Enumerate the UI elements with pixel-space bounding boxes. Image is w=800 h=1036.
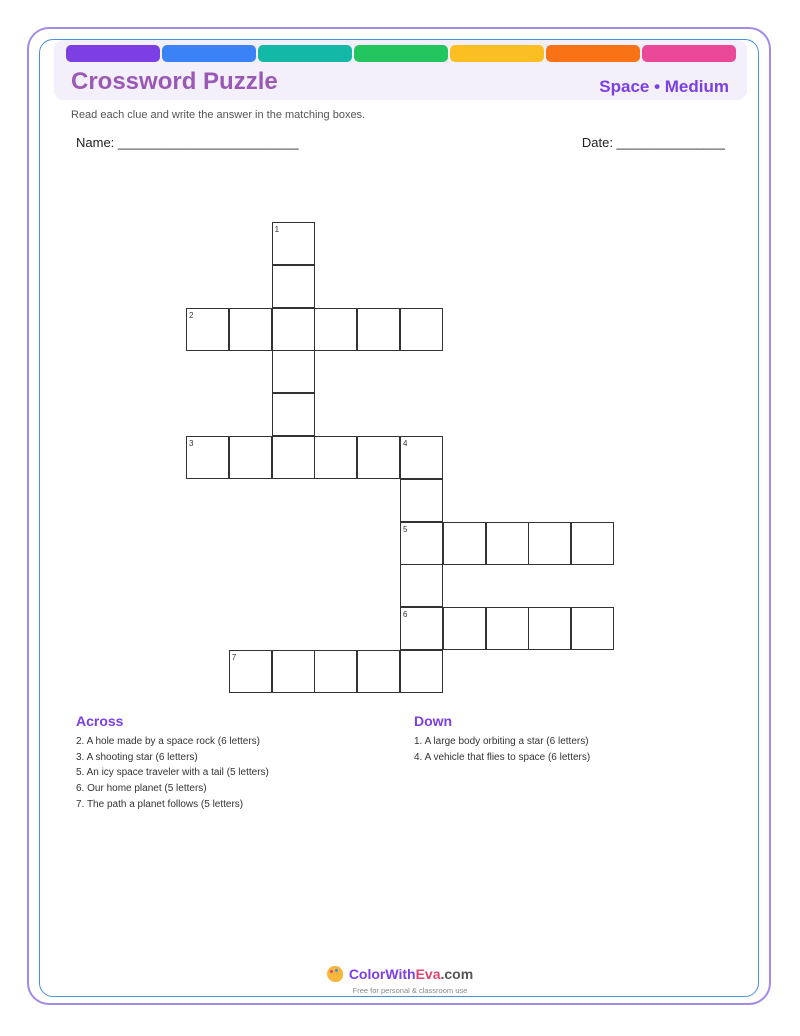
across-heading: Across [76, 713, 124, 729]
grid-cell[interactable] [528, 522, 571, 565]
grid-cell[interactable] [272, 436, 315, 479]
across-clue: 6. Our home planet (5 letters) [76, 783, 207, 795]
down-clue-list [414, 734, 590, 765]
grid-cell[interactable] [314, 308, 357, 351]
grid-cell[interactable] [571, 607, 614, 650]
across-clue: 7. The path a planet follows (5 letters) [76, 798, 244, 810]
grid-cell[interactable] [571, 522, 614, 565]
grid-cell[interactable] [400, 436, 443, 479]
brand-color: Color [348, 966, 386, 982]
instructions-text: Read each clue and write the answer in the matching boxes. [71, 109, 366, 121]
grid-cell[interactable] [443, 522, 486, 565]
grid-cell[interactable] [314, 650, 357, 693]
grid-cell[interactable] [186, 308, 229, 351]
grid-cell[interactable] [186, 436, 229, 479]
across-clue: 5. An icy space traveler with a tail (5 letters) [76, 767, 269, 779]
grid-cell[interactable] [229, 436, 272, 479]
grid-cell[interactable] [272, 650, 315, 693]
color-stripe [66, 45, 160, 62]
color-stripe-bar [66, 45, 736, 62]
date-field: Date: _______________ [581, 135, 725, 150]
grid-cell[interactable] [357, 650, 400, 693]
across-clue-list [76, 734, 269, 812]
grid-cell[interactable] [357, 308, 400, 351]
page-border-inner [39, 39, 759, 997]
grid-cell[interactable] [400, 564, 443, 607]
brand-dotcom: .com [440, 966, 474, 982]
clue-number: 1 [274, 225, 280, 234]
clue-number: 6 [403, 610, 408, 620]
brand-logo [327, 966, 473, 982]
clue-number: 3 [189, 439, 194, 448]
across-clue: 3. A shooting star (6 letters) [76, 751, 198, 763]
grid-cell[interactable] [400, 607, 443, 650]
clue-number: 7 [231, 653, 237, 662]
clue-number: 5 [403, 524, 408, 534]
down-clue: 4. A vehicle that flies to space (6 letters) [414, 751, 591, 763]
grid-cell[interactable] [314, 436, 357, 479]
grid-cell[interactable] [229, 650, 272, 693]
brand-with: With [385, 966, 416, 982]
grid-cell[interactable] [272, 222, 315, 265]
color-stripe [642, 45, 736, 62]
grid-cell[interactable] [486, 522, 529, 565]
name-field: Name: _________________________ [76, 135, 299, 150]
grid-cell[interactable] [272, 265, 315, 308]
grid-cell[interactable] [486, 607, 529, 650]
grid-cell[interactable] [443, 607, 486, 650]
grid-cell[interactable] [400, 522, 443, 565]
page-title: Crossword Puzzle [71, 68, 278, 95]
grid-cell[interactable] [400, 650, 443, 693]
down-heading: Down [414, 713, 453, 729]
color-stripe [354, 45, 448, 62]
down-clue: 1. A large body orbiting a star (6 letters) [414, 736, 589, 747]
footer [0, 966, 800, 995]
color-stripe [258, 45, 352, 62]
grid-cell[interactable] [272, 393, 315, 436]
clue-number: 4 [403, 439, 408, 448]
grid-cell[interactable] [357, 436, 400, 479]
theme-difficulty-label: Space • Medium [599, 77, 729, 96]
footer-tagline: Free for personal & classroom use [352, 986, 468, 995]
grid-cell[interactable] [272, 350, 315, 393]
brand-eva: Eva [415, 966, 441, 982]
palette-icon [327, 966, 343, 982]
clue-number: 2 [189, 310, 194, 320]
color-stripe [162, 45, 256, 62]
grid-cell[interactable] [400, 479, 443, 522]
grid-cell[interactable] [528, 607, 571, 650]
color-stripe [450, 45, 544, 62]
grid-cell[interactable] [272, 308, 315, 351]
across-clue: 2. A hole made by a space rock (6 letters) [76, 736, 260, 747]
color-stripe [546, 45, 640, 62]
grid-cell[interactable] [229, 308, 272, 351]
grid-cell[interactable] [400, 308, 443, 351]
